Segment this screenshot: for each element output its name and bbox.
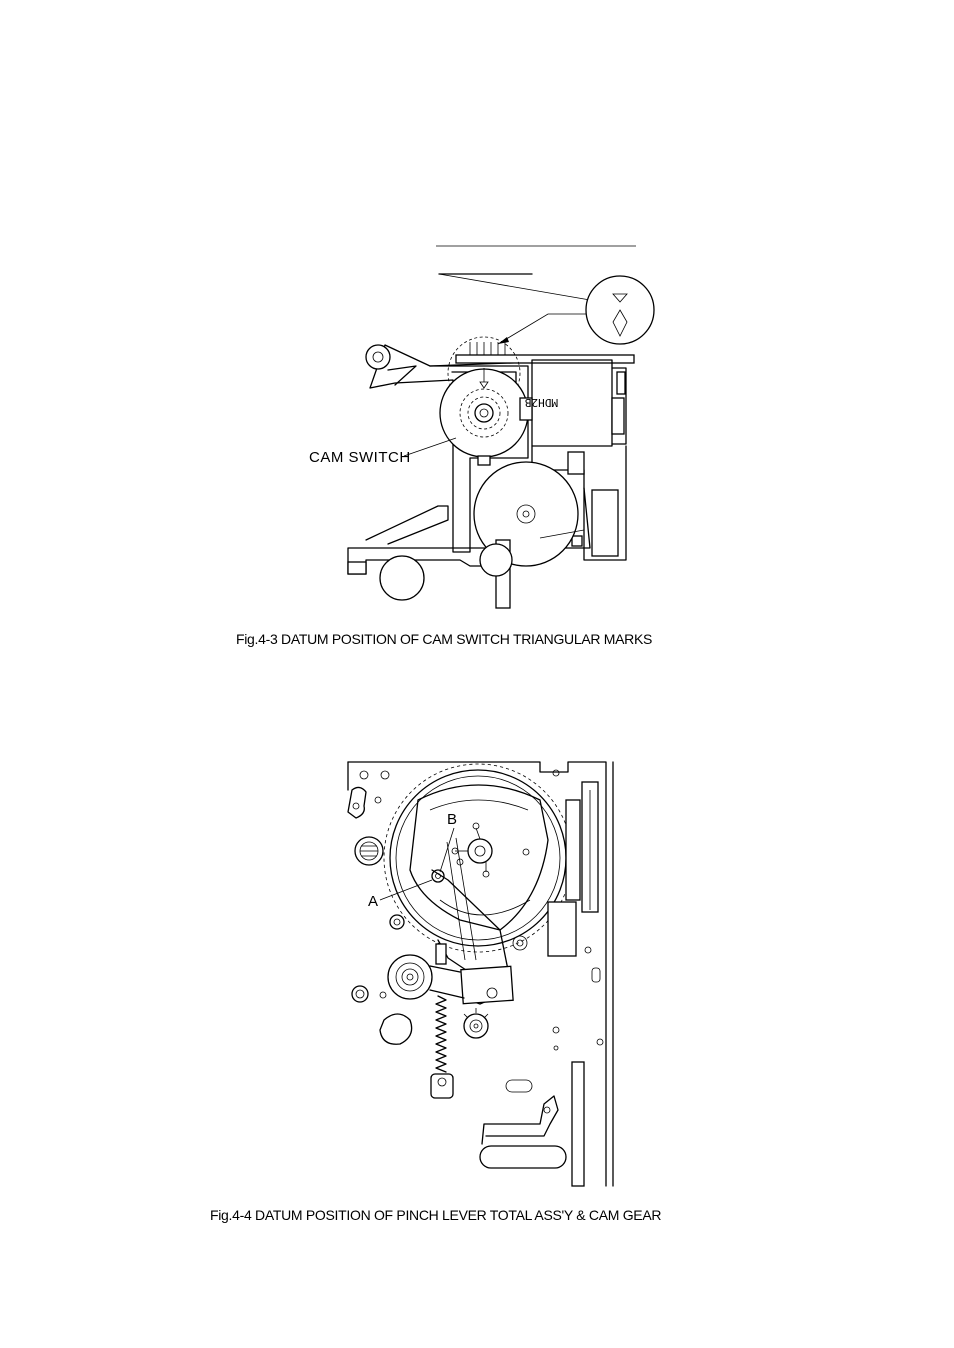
- figure-4-4-caption: Fig.4-4 DATUM POSITION OF PINCH LEVER TOTAL ASS'Y & CAM GEAR: [210, 1207, 662, 1223]
- cam-gear-hub: [468, 839, 492, 863]
- pinch-roller: [388, 944, 464, 999]
- screw-upper: [355, 837, 383, 865]
- figure-4-3-drawing: [236, 246, 654, 647]
- left-clip: [348, 787, 366, 818]
- terminal-pins: [470, 342, 505, 355]
- tension-spring: [431, 996, 453, 1098]
- top-plate: [456, 355, 634, 363]
- figure-4-3-caption: Fig.4-3 DATUM POSITION OF CAM SWITCH TRIANGULAR MARKS: [236, 631, 653, 647]
- cam-gear: [384, 764, 572, 952]
- motor-label: MDH2B: [524, 396, 558, 409]
- motor: [520, 360, 626, 446]
- leader-line-lower: [498, 314, 590, 344]
- cam-switch-leader: [404, 438, 456, 456]
- long-slot: [480, 1146, 566, 1168]
- detail-circle: [586, 276, 654, 344]
- lower-boss: [380, 1014, 412, 1044]
- small-boss: [390, 915, 404, 929]
- cam-switch-label: CAM SWITCH: [309, 449, 411, 466]
- mounting-lug: [366, 345, 390, 369]
- capstan: [464, 1008, 488, 1038]
- lever-block: [461, 966, 513, 1003]
- figure-4-4-drawing: [210, 762, 661, 1223]
- small-boss-2: [352, 986, 368, 1002]
- oval-slot: [506, 1080, 532, 1092]
- leader-arrowhead: [498, 337, 509, 344]
- label-b: B: [447, 811, 458, 828]
- leader-line-upper: [439, 274, 590, 300]
- lower-lever: [482, 1096, 558, 1144]
- label-a: A: [368, 893, 379, 910]
